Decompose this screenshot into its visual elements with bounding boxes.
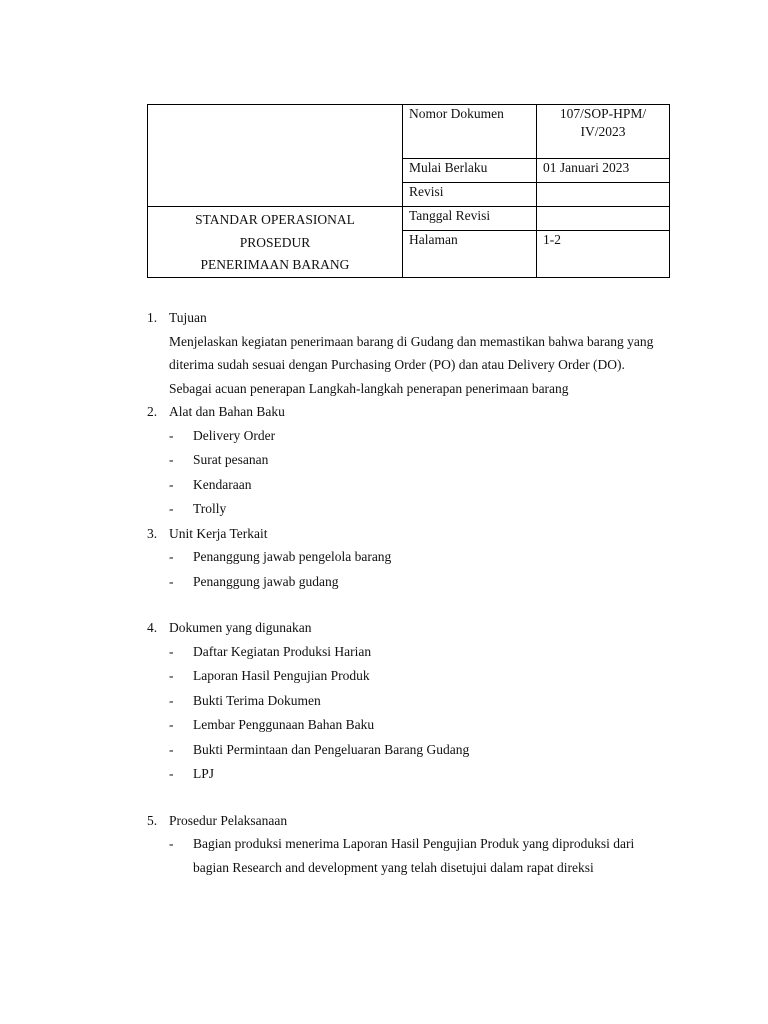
list-item xyxy=(147,689,667,714)
dash-marker: - xyxy=(169,501,174,516)
list-item xyxy=(147,545,667,570)
section-title: Alat dan Bahan Baku xyxy=(169,404,285,419)
spacer xyxy=(147,787,667,809)
spacer xyxy=(147,594,667,616)
list-item xyxy=(147,832,667,880)
list-item-text: Trolly xyxy=(193,501,227,516)
list-item-text: LPJ xyxy=(193,766,215,781)
dash-marker: - xyxy=(169,836,174,851)
header-label-halaman: Halaman xyxy=(403,230,537,277)
list-item-text: Delivery Order xyxy=(193,427,276,443)
header-value-mulai-berlaku: 01 Januari 2023 xyxy=(537,159,670,183)
list-item-text: Surat pesanan xyxy=(193,452,269,467)
section-number: 1. xyxy=(147,310,158,325)
list-item xyxy=(147,713,667,738)
item-list xyxy=(147,832,667,880)
list-item xyxy=(147,424,667,449)
dash-marker: - xyxy=(169,717,174,732)
header-label-mulai-berlaku: Mulai Berlaku xyxy=(403,159,537,183)
header-label-revisi: Revisi xyxy=(403,183,537,207)
list-item xyxy=(147,448,667,473)
list-item-text: Bagian produksi menerima Laporan Hasil Pengujian Produk yang diproduksi dari bagian Research and development yang telah disetujui dalam rapat direksi xyxy=(193,836,635,875)
title-line-3: PENERIMAAN BARANG xyxy=(200,257,350,272)
list-item-text: Laporan Hasil Pengujian Produk xyxy=(193,668,370,683)
section-number: 2. xyxy=(147,404,158,419)
header-value-revisi xyxy=(537,183,670,207)
title-line-2: PROSEDUR xyxy=(239,234,311,250)
list-item xyxy=(147,762,667,787)
header-value-nomor-dokumen: 107/SOP-HPM/ IV/2023 xyxy=(537,105,670,159)
header-blank-cell xyxy=(148,105,403,207)
title-line-1: STANDAR OPERASIONAL xyxy=(195,212,355,227)
section-dokumen xyxy=(147,616,667,787)
document-body xyxy=(147,306,667,880)
list-item xyxy=(147,738,667,763)
section-title: Tujuan xyxy=(169,310,207,325)
header-value-tanggal-revisi xyxy=(537,207,670,231)
item-list xyxy=(147,545,667,594)
dash-marker: - xyxy=(169,452,174,467)
list-item-text: Bukti Terima Dokumen xyxy=(193,692,321,708)
dash-marker: - xyxy=(169,668,174,683)
list-item-text: Penanggung jawab gudang xyxy=(193,573,339,589)
section-title: Prosedur Pelaksanaan xyxy=(169,812,288,828)
item-list xyxy=(147,640,667,787)
list-item xyxy=(147,664,667,689)
list-item-text: Daftar Kegiatan Produksi Harian xyxy=(193,643,372,659)
section-title: Unit Kerja Terkait xyxy=(169,525,268,541)
header-value-halaman: 1-2 xyxy=(537,230,670,277)
list-item-text: Kendaraan xyxy=(193,476,252,492)
section-heading xyxy=(147,809,667,833)
section-heading xyxy=(147,400,667,424)
section-heading xyxy=(147,306,667,330)
item-list xyxy=(147,424,667,522)
list-item xyxy=(147,497,667,522)
dash-marker: - xyxy=(169,549,174,564)
section-alat-bahan xyxy=(147,400,667,522)
dash-marker: - xyxy=(169,427,174,443)
section-paragraph: Menjelaskan kegiatan penerimaan barang di Gudang dan memastikan bahwa barang yang diterima sudah sesuai dengan Purchasing Order (PO) dan atau Delivery Order (DO). Sebagai acuan penerapan Langkah-langkah penerapan penerimaan barang xyxy=(169,333,654,396)
dash-marker: - xyxy=(169,476,174,492)
section-number: 4. xyxy=(147,620,158,635)
section-number: 3. xyxy=(147,525,158,541)
section-number: 5. xyxy=(147,812,158,828)
dash-marker: - xyxy=(169,643,174,659)
dash-marker: - xyxy=(169,573,174,589)
dash-marker: - xyxy=(169,692,174,708)
list-item-text: Penanggung jawab pengelola barang xyxy=(193,549,392,564)
document-title xyxy=(148,207,403,278)
dash-marker: - xyxy=(169,741,174,757)
list-item-text: Lembar Penggunaan Bahan Baku xyxy=(193,717,375,732)
list-item xyxy=(147,473,667,498)
section-prosedur xyxy=(147,809,667,881)
list-item xyxy=(147,640,667,665)
section-tujuan xyxy=(147,306,667,400)
section-unit-kerja xyxy=(147,522,667,595)
section-heading xyxy=(147,616,667,640)
list-item xyxy=(147,570,667,595)
section-heading xyxy=(147,522,667,546)
document-header-table xyxy=(147,104,670,278)
list-item-text: Bukti Permintaan dan Pengeluaran Barang Gudang xyxy=(193,741,470,757)
header-label-tanggal-revisi: Tanggal Revisi xyxy=(403,207,537,231)
header-label-nomor-dokumen: Nomor Dokumen xyxy=(403,105,537,159)
section-title: Dokumen yang digunakan xyxy=(169,620,312,635)
dash-marker: - xyxy=(169,766,174,781)
